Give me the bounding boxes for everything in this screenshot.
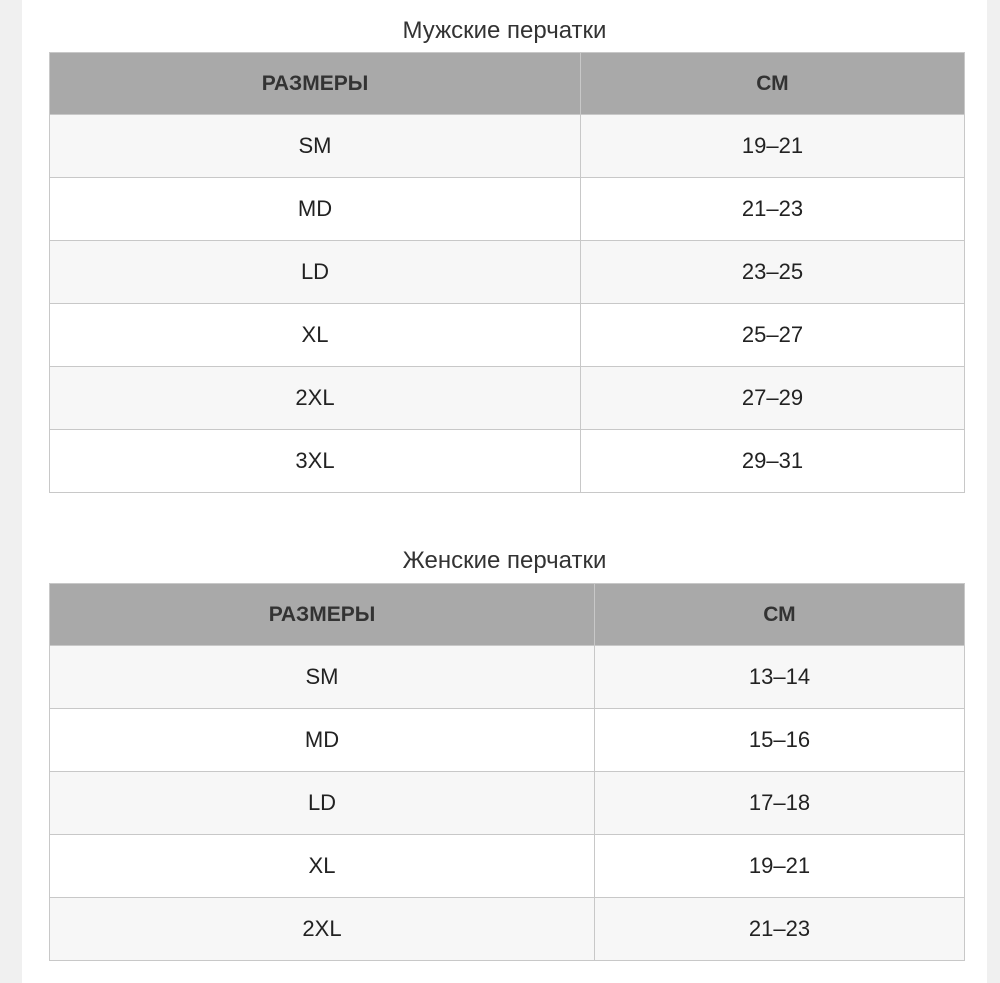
table-row bbox=[50, 178, 965, 241]
cm-column-header: СМ bbox=[595, 584, 965, 646]
size-cell: LD bbox=[50, 772, 595, 835]
cm-cell: 19–21 bbox=[581, 115, 965, 178]
cm-cell: 15–16 bbox=[595, 709, 965, 772]
table-header-row bbox=[50, 53, 965, 115]
size-cell: XL bbox=[50, 304, 581, 367]
table-row bbox=[50, 709, 965, 772]
cm-cell: 27–29 bbox=[581, 367, 965, 430]
table-row bbox=[50, 835, 965, 898]
size-column-header: РАЗМЕРЫ bbox=[50, 584, 595, 646]
table-row bbox=[50, 304, 965, 367]
size-cell: SM bbox=[50, 646, 595, 709]
cm-cell: 21–23 bbox=[595, 898, 965, 961]
table-header-row bbox=[50, 584, 965, 646]
table-row bbox=[50, 115, 965, 178]
table-row bbox=[50, 241, 965, 304]
size-cell: MD bbox=[50, 178, 581, 241]
men-gloves-title: Мужские перчатки bbox=[402, 17, 607, 44]
size-cell: MD bbox=[50, 709, 595, 772]
men-size-table bbox=[49, 52, 965, 493]
women-size-table bbox=[49, 583, 965, 961]
size-cell: SM bbox=[50, 115, 581, 178]
cm-cell: 19–21 bbox=[595, 835, 965, 898]
cm-cell: 25–27 bbox=[581, 304, 965, 367]
size-column-header: РАЗМЕРЫ bbox=[50, 53, 581, 115]
table-row bbox=[50, 430, 965, 493]
cm-cell: 23–25 bbox=[581, 241, 965, 304]
table-row bbox=[50, 367, 965, 430]
cm-cell: 21–23 bbox=[581, 178, 965, 241]
size-cell: XL bbox=[50, 835, 595, 898]
size-chart-page bbox=[22, 0, 987, 983]
cm-cell: 17–18 bbox=[595, 772, 965, 835]
cm-cell: 13–14 bbox=[595, 646, 965, 709]
table-row bbox=[50, 646, 965, 709]
size-cell: 2XL bbox=[50, 367, 581, 430]
size-cell: 2XL bbox=[50, 898, 595, 961]
cm-column-header: СМ bbox=[581, 53, 965, 115]
women-gloves-title: Женские перчатки bbox=[402, 547, 607, 574]
size-cell: LD bbox=[50, 241, 581, 304]
table-row bbox=[50, 898, 965, 961]
size-cell: 3XL bbox=[50, 430, 581, 493]
table-row bbox=[50, 772, 965, 835]
cm-cell: 29–31 bbox=[581, 430, 965, 493]
